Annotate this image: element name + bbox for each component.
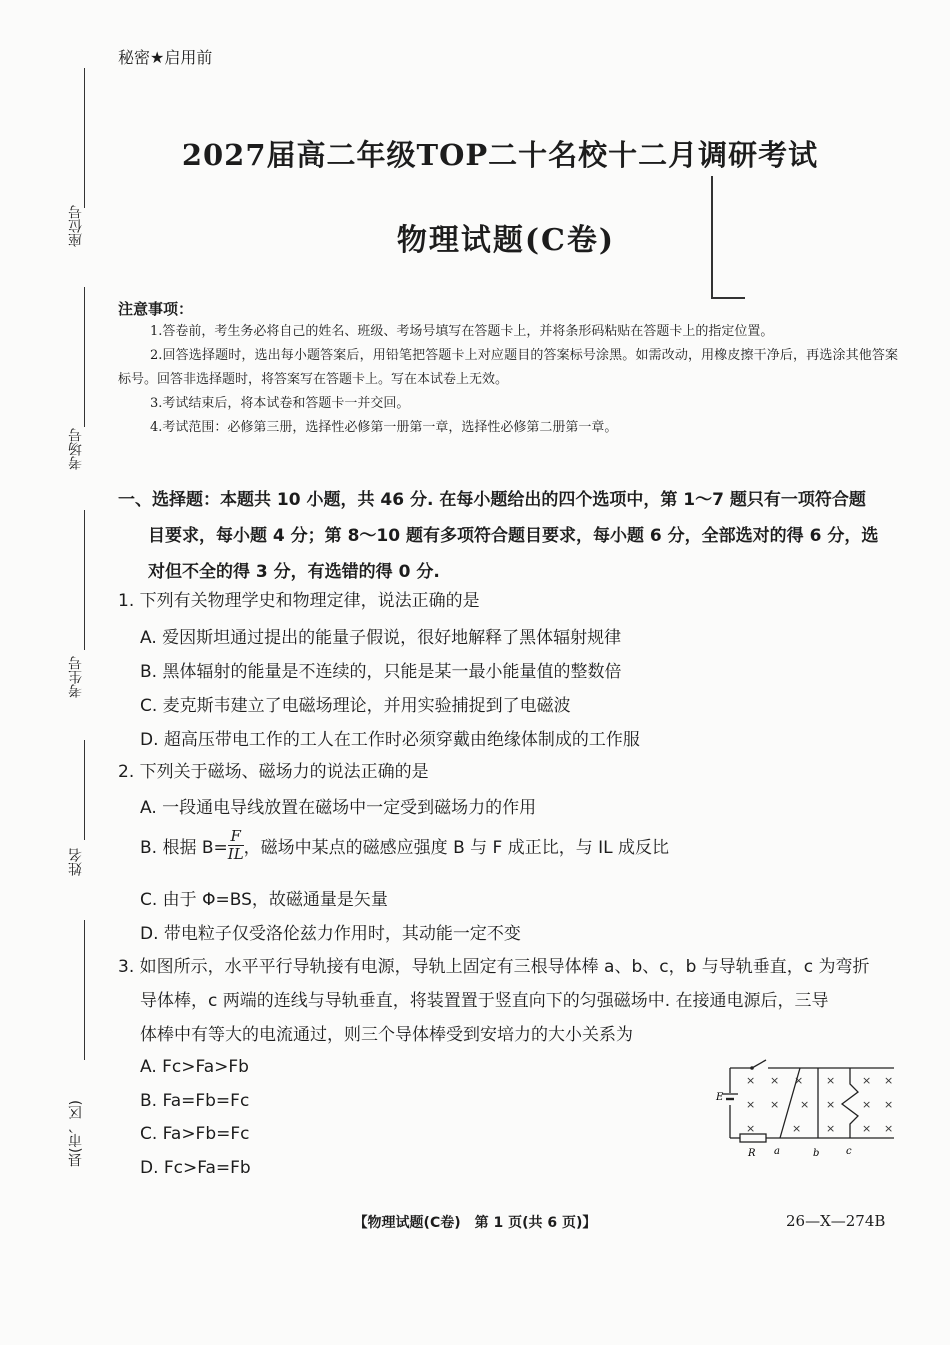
section-instructions [118,482,904,590]
binding-line [84,510,85,650]
magnetic-field-mark: × [884,1122,894,1135]
question-2-option-a: A. 一段通电导线放置在磁场中一定受到磁场力的作用 [140,798,537,818]
question-3-option-b: B. Fa=Fb=Fc [140,1091,250,1111]
magnetic-field-mark: × [862,1074,872,1087]
name-label: 姓名 [68,848,84,876]
fraction-f-over-il [228,828,244,863]
label-c: c [846,1146,852,1157]
question-2-option-b [140,828,669,863]
exam-subtitle: 物理试题(C卷) [396,223,616,258]
question-3-line-2: 导体棒，c 两端的连线与导轨垂直，将装置置于竖直向下的匀强磁场中. 在接通电源后，三导 [140,991,829,1011]
binding-line [84,68,85,208]
section-line: 目要求，每小题 4 分；第 8～10 题有多项符合题目要求，每小题 6 分，全部选对的得 6 分，选 [148,526,879,546]
section-line: 一、选择题：本题共 10 小题，共 46 分. 在每小题给出的四个选项中，第 1～7 题只有一项符合题 [118,490,866,510]
notice-list [118,320,898,440]
magnetic-field-mark: × [826,1098,836,1111]
notice-heading: 注意事项： [118,300,194,318]
label-r: R [748,1148,756,1159]
exam-title: 2027届高二年级TOP二十名校十二月调研考试 [181,138,819,172]
question-3-option-a: A. Fc>Fa>Fb [140,1057,249,1077]
magnetic-field-mark: × [862,1122,872,1135]
decor-line [711,297,745,299]
notice-item: 2.回答选择题时，选出每小题答案后，用铅笔把答题卡上对应题目的答案标号涂黑。如需改动，用橡皮擦干净后，再选涂其他答案标号。回答非选择题时，将答案写在答题卡上。写在本试卷上无效。 [118,348,898,387]
binding-line [84,287,85,427]
fraction-numerator: F [228,828,244,846]
question-3-option-d: D. Fc>Fa=Fb [140,1158,251,1178]
seat-number-label: 座位号 [68,205,84,247]
magnetic-field-mark: × [884,1074,894,1087]
switch-contact [750,1066,754,1070]
binding-line [84,920,85,1060]
option-b-suffix: ，磁场中某点的磁感应强度 B 与 F 成正比，与 IL 成反比 [243,838,670,858]
question-1-option-d: D. 超高压带电工作的工人在工作时必须穿戴由绝缘体制成的工作服 [140,730,640,750]
magnetic-field-mark: × [800,1098,810,1111]
label-e: E [716,1092,724,1103]
magnetic-field-mark: × [792,1122,802,1135]
question-3-option-c: C. Fa>Fb=Fc [140,1124,250,1144]
notice-item: 1.答卷前，考生务必将自己的姓名、班级、考场号填写在答题卡上，并将条形码粘贴在答题卡上的指定位置。 [150,324,774,339]
question-3-line-1: 3. 如图所示，水平平行导轨接有电源，导轨上固定有三根导体棒 a、b、c，b 与导轨垂直，c 为弯折 [118,957,870,977]
magnetic-field-mark: × [826,1122,836,1135]
rail-circuit-figure [712,1050,902,1165]
question-1-option-c: C. 麦克斯韦建立了电磁场理论，并用实验捕捉到了电磁波 [140,696,571,716]
magnetic-field-mark: × [770,1098,780,1111]
binding-line [84,740,85,840]
question-1-stem: 1. 下列有关物理学史和物理定律，说法正确的是 [118,591,480,611]
magnetic-field-mark: × [746,1098,756,1111]
candidate-number-label: 考生号 [68,656,84,698]
fraction-denominator: IL [227,845,244,863]
question-2-stem: 2. 下列关于磁场、磁场力的说法正确的是 [118,762,429,782]
question-1-option-a: A. 爱因斯坦通过提出的能量子假说，很好地解释了黑体辐射规律 [140,628,622,648]
question-1-option-b: B. 黑体辐射的能量是不连续的，只能是某一最小能量值的整数倍 [140,662,622,682]
magnetic-field-mark: × [770,1074,780,1087]
page-footer: 【物理试题(C卷) 第 1 页(共 6 页)】 [353,1215,597,1231]
label-b: b [813,1148,820,1159]
label-a: a [774,1146,780,1157]
magnetic-field-mark: × [862,1098,872,1111]
magnetic-field-mark: × [826,1074,836,1087]
confidential-mark: 秘密★启用前 [118,48,213,67]
magnetic-field-mark: × [746,1074,756,1087]
county-label: 县(市、区) [68,1100,84,1167]
notice-item: 3.考试结束后，将本试卷和答题卡一并交回。 [150,396,410,411]
magnetic-field-mark: × [746,1122,756,1135]
magnetic-field-mark: × [884,1098,894,1111]
exam-room-label: 考场号 [68,428,84,470]
decor-line [711,176,713,299]
paper-code: 26—X—274B [786,1212,886,1230]
section-line: 对但不全的得 3 分，有选错的得 0 分. [148,562,440,582]
magnetic-field-mark: × [794,1074,804,1087]
notice-item: 4.考试范围：必修第三册，选择性必修第一册第一章，选择性必修第二册第一章。 [150,420,618,435]
question-2-option-c: C. 由于 Φ=BS，故磁通量是矢量 [140,890,388,910]
option-b-prefix: B. 根据 B= [140,838,228,858]
question-3-line-3: 体棒中有等大的电流通过，则三个导体棒受到安培力的大小关系为 [140,1025,633,1045]
question-2-option-d: D. 带电粒子仅受洛伦兹力作用时，其动能一定不变 [140,924,521,944]
